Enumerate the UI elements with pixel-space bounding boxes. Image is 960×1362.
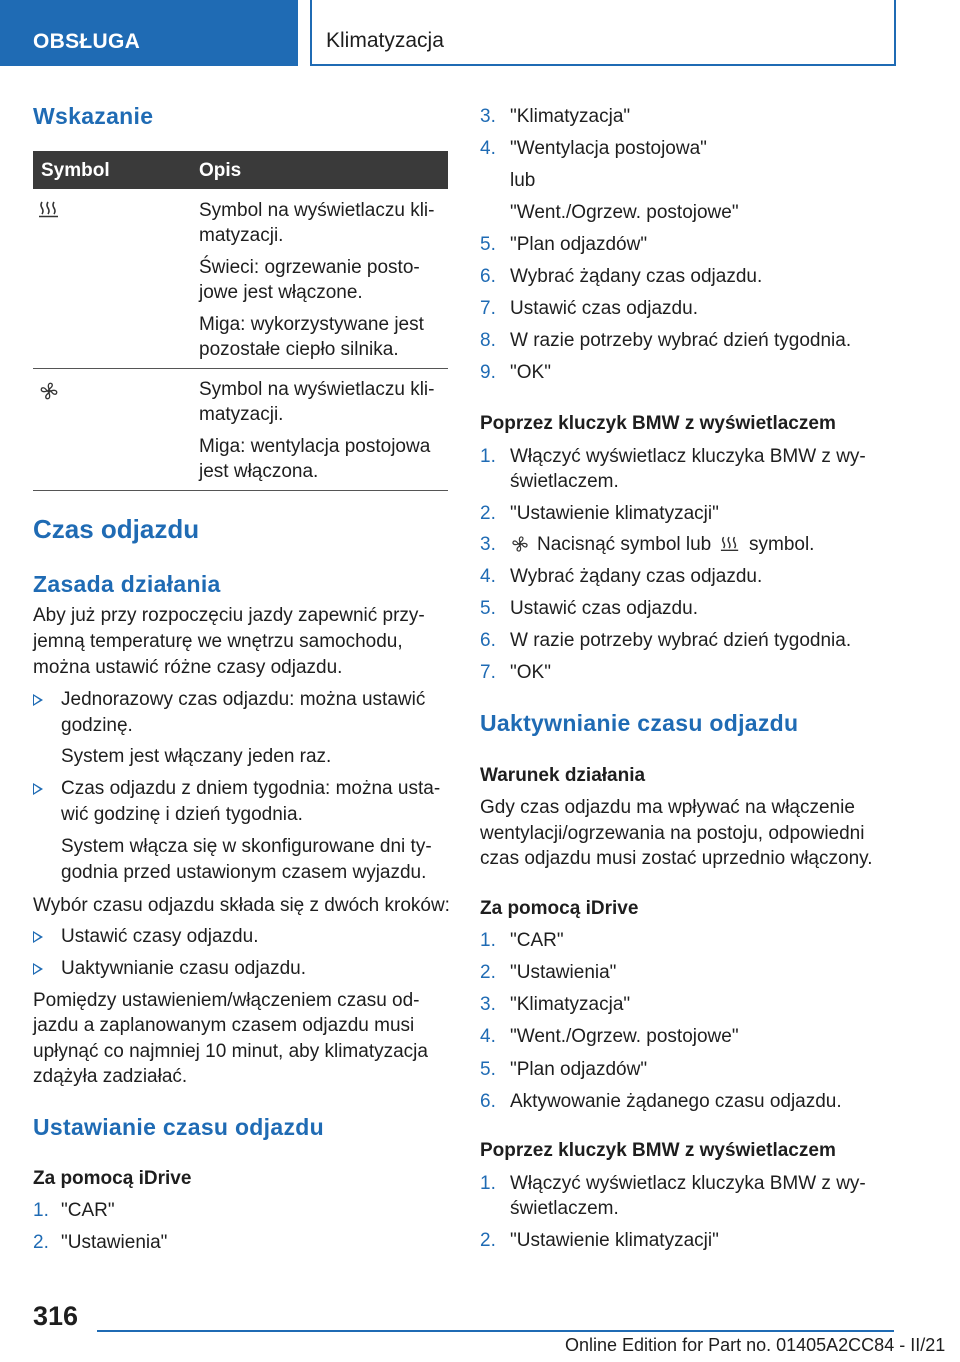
paragraph-line: Pomiędzy ustawieniem/włączeniem czasu od- [33, 990, 420, 1011]
table-cell-text: jest włączona. [199, 461, 319, 482]
table-divider [33, 490, 448, 491]
step-number: 6. [480, 630, 496, 651]
paragraph-line: upłynąć co najmniej 10 minut, aby klimatyzacja [33, 1041, 428, 1062]
step-text: Wybrać żądany czas odjazdu. [510, 566, 763, 587]
heat-waves-icon [38, 200, 60, 218]
step-text: Włączyć wyświetlacz kluczyka BMW z wy- [510, 1173, 866, 1194]
step-number: 5. [480, 1059, 496, 1080]
step-number: 2. [33, 1232, 49, 1253]
step-text: "Ustawienie klimatyzacji" [510, 503, 719, 524]
step-text: "Plan odjazdów" [510, 1059, 648, 1080]
paragraph-line: czas odjazdu musi zostać uprzednio włączony. [480, 848, 873, 869]
step-number: 6. [480, 1091, 496, 1112]
step-text: "Went./Ogrzew. postojowe" [510, 1026, 739, 1047]
wybor-paragraph: Wybór czasu odjazdu składa się z dwóch kroków: [33, 895, 450, 916]
step-number: 1. [480, 1173, 496, 1194]
bullet-subtext: System jest włączany jeden raz. [61, 746, 332, 767]
step-number: 3. [480, 106, 496, 127]
bullet-text: Uaktywnianie czasu odjazdu. [61, 958, 307, 979]
col-symbol-header: Symbol [41, 160, 110, 181]
bullet-triangle-icon [33, 931, 43, 943]
heat-waves-icon [720, 535, 740, 552]
paragraph-line: Gdy czas odjazdu ma wpływać na włączenie [480, 797, 855, 818]
step-text: W razie potrzeby wybrać dzień tygodnia. [510, 330, 852, 351]
went-text: "Went./Ogrzew. postojowe" [510, 202, 739, 223]
bullet-subtext: godnia przed ustawionym czasem wyjazdu. [61, 862, 427, 883]
step-text: "Klimatyzacja" [510, 106, 631, 127]
table-divider [33, 368, 448, 369]
step-text: Wybrać żądany czas odjazdu. [510, 266, 763, 287]
step-number: 7. [480, 298, 496, 319]
table-cell-text: matyzacji. [199, 404, 284, 425]
step-text: "Ustawienia" [510, 962, 617, 983]
wskazanie-heading: Wskazanie [33, 103, 154, 129]
table-cell-text: pozostałe ciepło silnika. [199, 339, 399, 360]
step-number: 1. [480, 446, 496, 467]
ustawianie-heading: Ustawianie czasu odjazdu [33, 1114, 324, 1140]
section-tab [0, 0, 298, 66]
table-cell-text: Miga: wykorzystywane jest [199, 314, 424, 335]
fan-icon [38, 380, 60, 402]
paragraph-line: Aby już przy rozpoczęciu jazdy zapewnić przy- [33, 605, 425, 626]
step-text: "Wentylacja postojowa" [510, 138, 707, 159]
step-number: 2. [480, 503, 496, 524]
step-number: 1. [480, 930, 496, 951]
bullet-text: Ustawić czasy odjazdu. [61, 926, 259, 947]
step-text: "CAR" [61, 1200, 115, 1221]
bullet-triangle-icon [33, 963, 43, 975]
step-number: 9. [480, 362, 496, 383]
paragraph-line: wentylacji/ogrzewania na postoju, odpowiedni [480, 823, 865, 844]
paragraph-line: jazdu a zaplanowanym czasem odjazdu musi [33, 1015, 415, 1036]
zasada-heading: Zasada działania [33, 571, 221, 597]
step-text: Nacisnąć symbol lub [537, 534, 712, 555]
warunek-subheading: Warunek działania [480, 765, 646, 786]
step-text: świetlaczem. [510, 471, 619, 492]
col-opis-header: Opis [199, 160, 242, 181]
step-number: 5. [480, 598, 496, 619]
table-cell-text: Miga: wentylacja postojowa [199, 436, 431, 457]
footer-rule [97, 1330, 894, 1332]
step-number: 1. [33, 1200, 49, 1221]
chapter-tab [310, 0, 896, 66]
step-text: "Plan odjazdów" [510, 234, 648, 255]
step-number: 4. [480, 138, 496, 159]
chapter-title: Klimatyzacja [326, 29, 444, 52]
paragraph-line: można ustawić różne czasy odjazdu. [33, 657, 343, 678]
step-text: W razie potrzeby wybrać dzień tygodnia. [510, 630, 852, 651]
step-number: 4. [480, 566, 496, 587]
step-number: 6. [480, 266, 496, 287]
step-number: 2. [480, 962, 496, 983]
key-subheading: Poprzez kluczyk BMW z wyświetlaczem [480, 413, 836, 434]
step-number: 3. [480, 994, 496, 1015]
step-text: "CAR" [510, 930, 564, 951]
step-text: Ustawić czas odjazdu. [510, 298, 698, 319]
step-text: świetlaczem. [510, 1198, 619, 1219]
bullet-text: wić godzinę i dzień tygodnia. [61, 804, 303, 825]
bullet-subtext: System włącza się w skonfigurowane dni ty- [61, 836, 432, 857]
bullet-text: Jednorazowy czas odjazdu: można ustawić [61, 689, 426, 710]
step-number: 8. [480, 330, 496, 351]
step-text: "OK" [510, 662, 551, 683]
bullet-triangle-icon [33, 783, 43, 795]
step-text: "Ustawienia" [61, 1232, 168, 1253]
table-cell-text: jowe jest włączone. [199, 282, 363, 303]
table-cell-text: Symbol na wyświetlaczu kli- [199, 379, 435, 400]
step-text: "Klimatyzacja" [510, 994, 631, 1015]
czas-odjazdu-heading: Czas odjazdu [33, 514, 200, 544]
table-cell-text: matyzacji. [199, 225, 284, 246]
uaktywnianie-heading: Uaktywnianie czasu odjazdu [480, 710, 799, 736]
step-text: symbol. [749, 534, 815, 555]
step-text: Ustawić czas odjazdu. [510, 598, 698, 619]
lub-text: lub [510, 170, 536, 191]
step-text: "OK" [510, 362, 551, 383]
symbol-table-header [33, 151, 448, 189]
bullet-text: Czas odjazdu z dniem tygodnia: można usta- [61, 778, 441, 799]
table-cell-text: Symbol na wyświetlaczu kli- [199, 200, 435, 221]
bullet-text: godzinę. [61, 715, 133, 736]
paragraph-line: jemną temperaturę we wnętrzu samochodu, [33, 631, 403, 652]
edition-text: Online Edition for Part no. 01405A2CC84 - II/21 [565, 1335, 946, 1355]
idrive-subheading: Za pomocą iDrive [480, 898, 639, 919]
step-number: 5. [480, 234, 496, 255]
page-number: 316 [33, 1301, 79, 1331]
paragraph-line: zdążyła zadziałać. [33, 1066, 188, 1087]
section-title: OBSŁUGA [33, 30, 141, 53]
step-number: 2. [480, 1230, 496, 1251]
fan-icon [510, 534, 530, 554]
step-number: 3. [480, 534, 496, 555]
step-text: "Ustawienie klimatyzacji" [510, 1230, 719, 1251]
step-text: Aktywowanie żądanego czasu odjazdu. [510, 1091, 842, 1112]
bullet-triangle-icon [33, 694, 43, 706]
table-cell-text: Świeci: ogrzewanie posto- [199, 257, 420, 278]
idrive-subheading: Za pomocą iDrive [33, 1168, 192, 1189]
step-text: Włączyć wyświetlacz kluczyka BMW z wy- [510, 446, 866, 467]
step-number: 7. [480, 662, 496, 683]
key-subheading: Poprzez kluczyk BMW z wyświetlaczem [480, 1140, 836, 1161]
step-number: 4. [480, 1026, 496, 1047]
